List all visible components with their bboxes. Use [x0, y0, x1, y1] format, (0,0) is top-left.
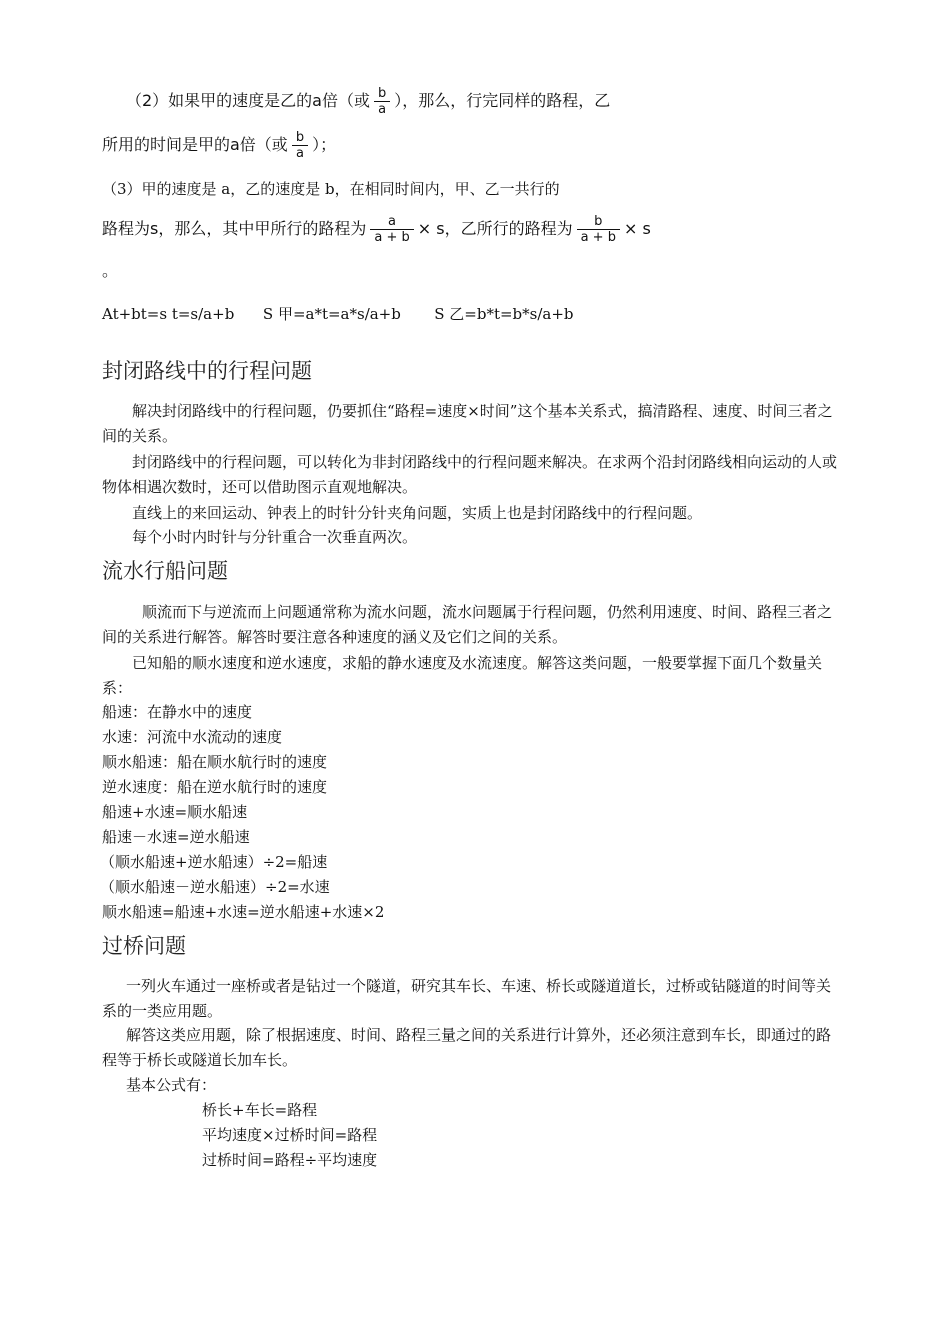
item3-fraction-2 — [577, 214, 620, 245]
boat-line-5: 船速+水速=顺水船速 — [102, 803, 248, 821]
boat-line-2: 水速：河流中水流动的速度 — [102, 728, 283, 746]
item3-fraction-1 — [370, 214, 413, 245]
section-title-boat: 流水行船问题 — [102, 559, 228, 583]
section-title-bridge: 过桥问题 — [102, 934, 186, 958]
bridge-formula-3: 过桥时间=路程÷平均速度 — [202, 1151, 378, 1169]
item2-fraction-1 — [374, 86, 390, 117]
boat-line-6: 船速－水速=逆水船速 — [102, 828, 250, 846]
item3-line1: （3）甲的速度是 a，乙的速度是 b，在相同时间内，甲、乙一共行的 — [102, 180, 560, 198]
boat-line-3: 顺水船速：船在顺水航行时的速度 — [102, 753, 328, 771]
section-title-closed-route: 封闭路线中的行程问题 — [102, 359, 312, 383]
item2-line2-text-a: 所用的时间是甲的a倍（或 — [102, 135, 288, 154]
closed-route-paragraph-4: 每个小时内时针与分针重合一次垂直两次。 — [132, 528, 418, 546]
closed-route-paragraph-1: 解决封闭路线中的行程问题，仍要抓住“路程=速度×时间”这个基本关系式，搞清路程、速度、时间三者之间的关系。 — [102, 402, 833, 445]
item2-line1 — [126, 86, 610, 117]
item3-line3: 。 — [102, 261, 119, 280]
closed-route-paragraph-2: 封闭路线中的行程问题，可以转化为非封闭路线中的行程问题来解决。在求两个沿封闭路线相向运动的人或物体相遇次数时，还可以借助图示直观地解决。 — [102, 453, 838, 496]
bridge-formula-2: 平均速度×过桥时间=路程 — [202, 1126, 378, 1144]
fraction-denominator: a + b — [370, 229, 413, 245]
item3-line2-text-b: × s，乙所行的路程为 — [417, 219, 573, 238]
fraction-denominator: a — [374, 101, 390, 117]
boat-line-9: 顺水船速=船速+水速=逆水船速+水速×2 — [102, 903, 385, 921]
closed-route-paragraph-3: 直线上的来回运动、钟表上的时针分针夹角问题，实质上也是封闭路线中的行程问题。 — [132, 504, 703, 522]
bridge-paragraph-1: 一列火车通过一座桥或者是钻过一个隧道，研究其车长、车速、桥长或隧道道长，过桥或钻隧道的时间等关系的一类应用题。 — [102, 977, 832, 1020]
boat-line-8: （顺水船速－逆水船速）÷2=水速 — [100, 878, 330, 896]
equations-line: At+bt=s t=s/a+b S 甲=a*t=a*s/a+b S 乙=b*t=b*s/a+b — [102, 305, 574, 323]
item2-line1-text-a: （2）如果甲的速度是乙的a倍（或 — [126, 91, 370, 110]
item2-line1-text-b: ），那么，行完同样的路程，乙 — [394, 91, 611, 110]
item3-line2-text-a: 路程为s，那么，其中甲所行的路程为 — [102, 219, 367, 238]
fraction-numerator: b — [378, 86, 387, 101]
boat-paragraph-1: 顺流而下与逆流而上问题通常称为流水问题，流水问题属于行程问题，仍然利用速度、时间、路程三者之间的关系进行解答。解答时要注意各种速度的涵义及它们之间的关系。 — [102, 603, 833, 646]
fraction-denominator: a + b — [577, 229, 620, 245]
boat-paragraph-2: 已知船的顺水速度和逆水速度，求船的静水速度及水流速度。解答这类问题，一般要掌握下面几个数量关系： — [102, 654, 823, 697]
boat-line-4: 逆水速度：船在逆水航行时的速度 — [102, 778, 328, 796]
fraction-numerator: b — [594, 214, 603, 229]
item2-line2 — [102, 130, 336, 161]
fraction-numerator: a — [388, 214, 397, 229]
boat-line-1: 船速：在静水中的速度 — [102, 703, 253, 721]
item2-line2-text-b: ）； — [312, 135, 337, 154]
bridge-formula-intro: 基本公式有： — [126, 1076, 217, 1094]
item3-line2-text-c: × s — [623, 219, 651, 238]
boat-line-7: （顺水船速+逆水船速）÷2=船速 — [100, 853, 328, 871]
bridge-paragraph-2: 解答这类应用题，除了根据速度、时间、路程三量之间的关系进行计算外，还必须注意到车长，即通过的路程等于桥长或隧道长加车长。 — [102, 1026, 832, 1069]
fraction-denominator: a — [292, 145, 308, 161]
fraction-numerator: b — [295, 130, 305, 145]
item2-fraction-2 — [292, 130, 308, 161]
bridge-formula-1: 桥长+车长=路程 — [202, 1101, 318, 1119]
item3-line2 — [102, 214, 651, 245]
